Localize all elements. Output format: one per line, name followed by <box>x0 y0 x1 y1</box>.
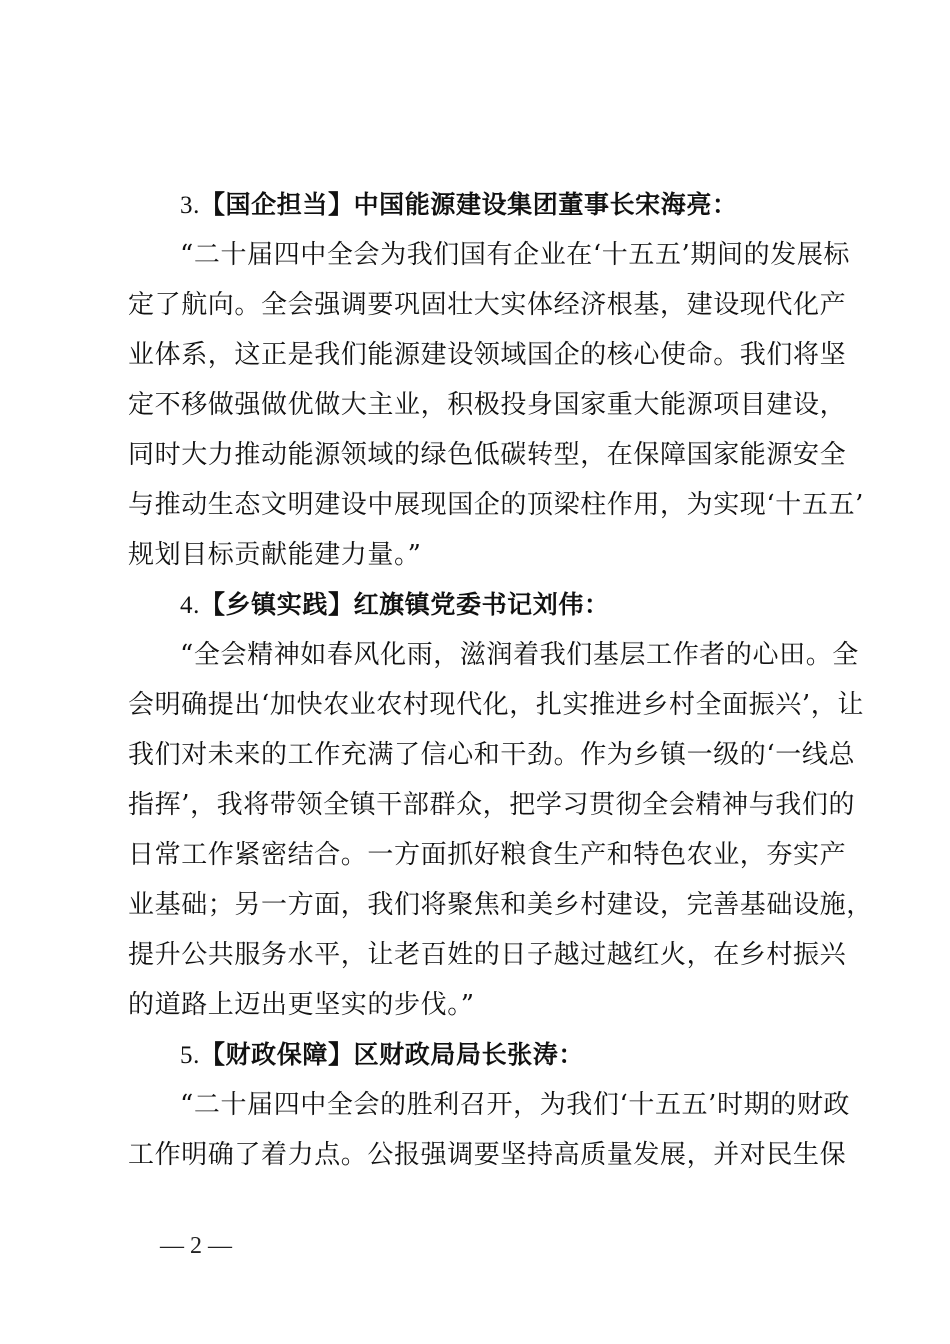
paragraph-line: 指挥’，我将带领全镇干部群众，把学习贯彻全会精神与我们的 <box>128 790 856 820</box>
section-number: 5. <box>180 1042 200 1069</box>
section-category: 【财政保障】 <box>199 1040 354 1069</box>
document-body <box>128 180 873 1180</box>
paragraph-line: 同时大力推动能源领域的绿色低碳转型，在保障国家能源安全 <box>128 440 847 470</box>
paragraph-line: “二十届四中全会的胜利召开，为我们‘十五五’时期的财政 <box>180 1090 851 1120</box>
paragraph-line: 我们对未来的工作充满了信心和干劲。作为乡镇一级的‘一线总 <box>128 740 856 770</box>
section-category: 【乡镇实践】 <box>199 590 354 619</box>
paragraph-line: 定不移做强做优做大主业，积极投身国家重大能源项目建设， <box>128 390 847 420</box>
paragraph-line: 业体系，这正是我们能源建设领域国企的核心使命。我们将坚 <box>128 340 847 370</box>
paragraph-line: 工作明确了着力点。公报强调要坚持高质量发展，并对民生保 <box>128 1140 847 1170</box>
section-heading <box>128 180 828 230</box>
section-speaker: 中国能源建设集团董事长宋海亮： <box>353 190 738 219</box>
paragraph-line: 提升公共服务水平，让老百姓的日子越过越红火，在乡村振兴 <box>128 940 847 970</box>
paragraph-line: “二十届四中全会为我们国有企业在‘十五五’期间的发展标 <box>180 240 851 270</box>
paragraph-line: 规划目标贡献能建力量。” <box>128 540 422 570</box>
section-heading <box>128 1030 828 1080</box>
section-number: 3. <box>180 192 200 219</box>
page-number: — 2 — <box>160 1233 232 1259</box>
paragraph-line: 的道路上迈出更坚实的步伐。” <box>128 990 475 1020</box>
section-category: 【国企担当】 <box>199 190 354 219</box>
paragraph-line: 会明确提出‘加快农业农村现代化，扎实推进乡村全面振兴’，让 <box>128 690 864 720</box>
paragraph-line: 与推动生态文明建设中展现国企的顶梁柱作用，为实现‘十五五’ <box>128 490 864 520</box>
paragraph-line: 日常工作紧密结合。一方面抓好粮食生产和特色农业，夯实产 <box>128 840 847 870</box>
section-speaker: 区财政局局长张涛： <box>353 1040 584 1069</box>
paragraph-line: “全会精神如春风化雨，滋润着我们基层工作者的心田。全 <box>180 640 859 670</box>
section-number: 4. <box>180 592 200 619</box>
section-heading <box>128 580 828 630</box>
paragraph-line: 业基础；另一方面，我们将聚焦和美乡村建设，完善基础设施， <box>128 890 873 920</box>
section-speaker: 红旗镇党委书记刘伟： <box>353 590 610 619</box>
paragraph-line: 定了航向。全会强调要巩固壮大实体经济根基，建设现代化产 <box>128 290 847 320</box>
